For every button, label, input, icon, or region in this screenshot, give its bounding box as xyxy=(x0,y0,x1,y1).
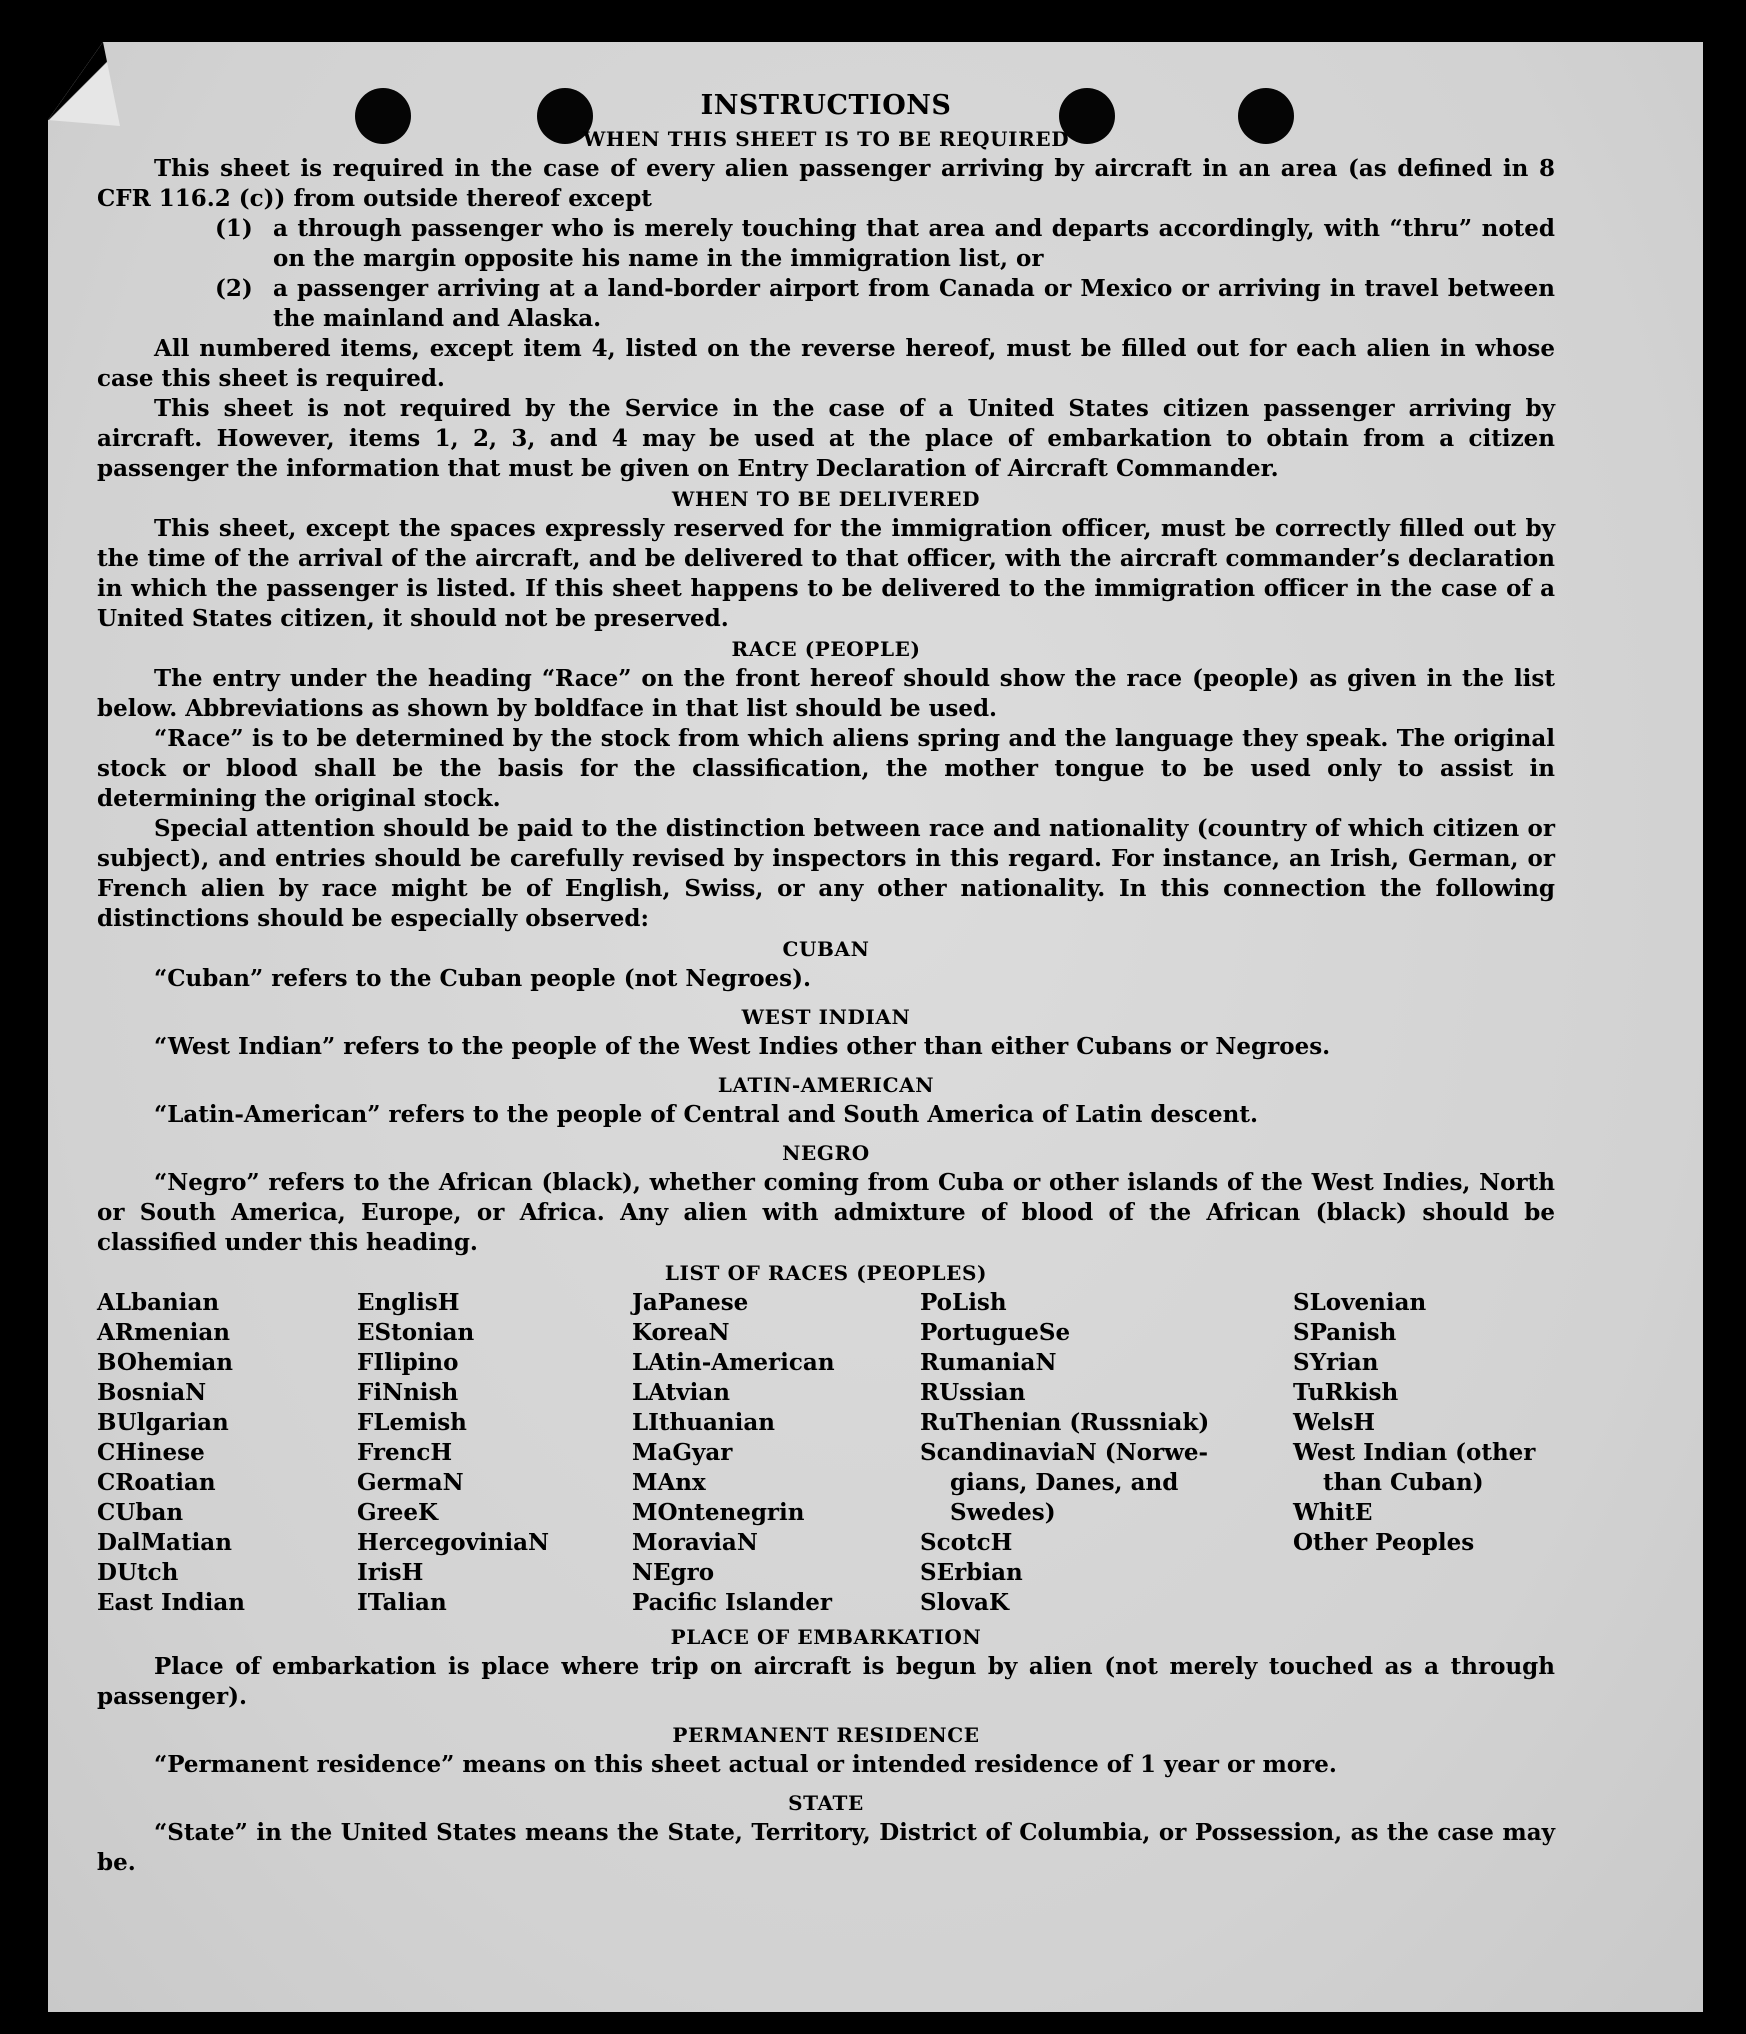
race-entry: CHinese xyxy=(97,1439,205,1466)
race-entry: PortugueSe xyxy=(920,1319,1071,1346)
race-entry: GermaN xyxy=(357,1469,464,1496)
race-entry: FrencH xyxy=(357,1439,453,1466)
races-column xyxy=(1293,1288,1555,1618)
section-heading: PERMANENT RESIDENCE xyxy=(672,1723,980,1747)
paragraph: “Race” is to be determined by the stock from which aliens spring and the language they speak. The original stock or blood shall be the basis for the classification, the mother tongue to be used only to assist in determining the original stock. xyxy=(97,725,1555,812)
paragraph: Place of embarkation is place where trip on aircraft is begun by alien (not merely touched as a through passenger). xyxy=(97,1653,1555,1710)
definition: “Latin-American” refers to the people of Central and South America of Latin descent. xyxy=(154,1101,1258,1128)
section-heading: RACE (PEOPLE) xyxy=(731,637,921,661)
list-item xyxy=(215,214,1555,274)
race-entry: GreeK xyxy=(357,1499,439,1526)
race-entry: ITalian xyxy=(357,1589,447,1616)
races-list xyxy=(97,1288,1555,1618)
race-entry: HercegoviniaN xyxy=(357,1529,550,1556)
race-entry: EStonian xyxy=(357,1319,475,1346)
race-entry: EnglisH xyxy=(357,1289,460,1316)
race-entry: BOhemian xyxy=(97,1349,233,1376)
race-entry: West Indian (other xyxy=(1293,1439,1536,1466)
paragraph: All numbered items, except item 4, listed on the reverse hereof, must be filled out for each alien in whose case this sheet is required. xyxy=(97,335,1555,392)
section-heading: WHEN THIS SHEET IS TO BE REQUIRED xyxy=(582,127,1070,151)
race-entry: KoreaN xyxy=(632,1319,730,1346)
list-item xyxy=(215,274,1555,334)
section-heading: PLACE OF EMBARKATION xyxy=(670,1625,982,1649)
paragraph: Special attention should be paid to the distinction between race and nationality (country of which citizen or subject), and entries should be carefully revised by inspectors in this regard. For instance, an Irish, German, or French alien by race might be of English, Swiss, or any other nationality. In this connection the following distinctions should be especially observed: xyxy=(97,815,1555,932)
race-entry: FLemish xyxy=(357,1409,467,1436)
race-entry: BosniaN xyxy=(97,1379,207,1406)
race-entry: MoraviaN xyxy=(632,1529,758,1556)
paragraph: This sheet is required in the case of every alien passenger arriving by aircraft in an area (as defined in 8 CFR 116.2 (c)) from outside thereof except xyxy=(97,155,1555,212)
races-column xyxy=(632,1288,920,1618)
paragraph: The entry under the heading “Race” on the front hereof should show the race (people) as given in the list below. Abbreviations as shown by boldface in that list should be used. xyxy=(97,665,1555,722)
definition: “Cuban” refers to the Cuban people (not Negroes). xyxy=(154,965,812,992)
race-entry: ALbanian xyxy=(97,1289,220,1316)
section-heading: WHEN TO BE DELIVERED xyxy=(671,487,981,511)
race-entry: CUban xyxy=(97,1499,184,1526)
races-column xyxy=(920,1288,1293,1618)
race-entry: ScandinaviaN (Norwe- xyxy=(920,1439,1209,1466)
race-entry: FiNnish xyxy=(357,1379,459,1406)
section-heading: LIST OF RACES (PEOPLES) xyxy=(664,1261,988,1285)
race-entry: JaPanese xyxy=(632,1289,749,1316)
instructions-content xyxy=(97,88,1555,1878)
paragraph: “State” in the United States means the State, Territory, District of Columbia, or Possession, as the case may be. xyxy=(97,1819,1555,1876)
race-entry: SYrian xyxy=(1293,1349,1379,1376)
race-entry: ARmenian xyxy=(97,1319,231,1346)
race-entry: BUlgarian xyxy=(97,1409,229,1436)
races-column xyxy=(97,1288,357,1618)
race-entry: NEgro xyxy=(632,1559,715,1586)
race-entry: FIlipino xyxy=(357,1349,459,1376)
race-entry: WelsH xyxy=(1293,1409,1376,1436)
race-entry: IrisH xyxy=(357,1559,424,1586)
section-heading: CUBAN xyxy=(782,937,870,961)
race-entry: East Indian xyxy=(97,1589,245,1616)
race-entry: SLovenian xyxy=(1293,1289,1427,1316)
race-entry: MAnx xyxy=(632,1469,706,1496)
paragraph: “Negro” refers to the African (black), whether coming from Cuba or other islands of the West Indies, North or South America, Europe, or Africa. Any alien with admixture of blood of the African (black) should be classified under this heading. xyxy=(97,1169,1555,1256)
race-entry: ScotcH xyxy=(920,1529,1013,1556)
race-entry: TuRkish xyxy=(1293,1379,1399,1406)
race-entry-continued: than Cuban) xyxy=(1323,1469,1484,1496)
race-entry-continued: Swedes) xyxy=(950,1499,1056,1526)
section-heading: LATIN-AMERICAN xyxy=(717,1073,935,1097)
races-column xyxy=(357,1288,632,1618)
race-entry: RumaniaN xyxy=(920,1349,1057,1376)
section-heading: WEST INDIAN xyxy=(741,1005,911,1029)
race-entry: Other Peoples xyxy=(1293,1529,1475,1556)
race-entry: RuThenian (Russniak) xyxy=(920,1409,1210,1436)
section-heading: STATE xyxy=(788,1791,864,1815)
race-entry: CRoatian xyxy=(97,1469,216,1496)
race-entry: LAtvian xyxy=(632,1379,730,1406)
race-entry: SPanish xyxy=(1293,1319,1397,1346)
race-entry: Pacific Islander xyxy=(632,1589,832,1616)
definition: “West Indian” refers to the people of the West Indies other than either Cubans or Negroes. xyxy=(154,1033,1331,1060)
page-title: INSTRUCTIONS xyxy=(700,90,952,121)
race-entry: SErbian xyxy=(920,1559,1023,1586)
race-entry: SlovaK xyxy=(920,1589,1009,1616)
item-text: a through passenger who is merely touching that area and departs accordingly, with “thru” noted on the margin opposite his name in the immigration list, or xyxy=(273,215,1555,272)
race-entry: MOntenegrin xyxy=(632,1499,805,1526)
item-number: (1) xyxy=(215,215,253,242)
paragraph: This sheet is not required by the Service in the case of a United States citizen passenger arriving by aircraft. However, items 1, 2, 3, and 4 may be used at the place of embarkation to obtain from a citizen passenger the information that must be given on Entry Declaration of Aircraft Commander. xyxy=(97,395,1555,482)
race-entry: LAtin-American xyxy=(632,1349,835,1376)
race-entry: MaGyar xyxy=(632,1439,733,1466)
race-entry: DalMatian xyxy=(97,1529,232,1556)
race-entry: PoLish xyxy=(920,1289,1007,1316)
race-entry: LIthuanian xyxy=(632,1409,775,1436)
race-entry: RUssian xyxy=(920,1379,1026,1406)
race-entry-continued: gians, Danes, and xyxy=(950,1469,1179,1496)
race-entry: DUtch xyxy=(97,1559,179,1586)
item-text: a passenger arriving at a land-border airport from Canada or Mexico or arriving in travel between the mainland and Alaska. xyxy=(273,275,1555,332)
definition: “Permanent residence” means on this sheet actual or intended residence of 1 year or more. xyxy=(154,1751,1337,1778)
paragraph: This sheet, except the spaces expressly reserved for the immigration officer, must be correctly filled out by the time of the arrival of the aircraft, and be delivered to that officer, with the aircraft commander’s declaration in which the passenger is listed. If this sheet happens to be delivered to the immigration officer in the case of a United States citizen, it should not be preserved. xyxy=(97,515,1555,632)
race-entry: WhitE xyxy=(1293,1499,1373,1526)
section-heading: NEGRO xyxy=(782,1141,870,1165)
item-number: (2) xyxy=(215,275,253,302)
